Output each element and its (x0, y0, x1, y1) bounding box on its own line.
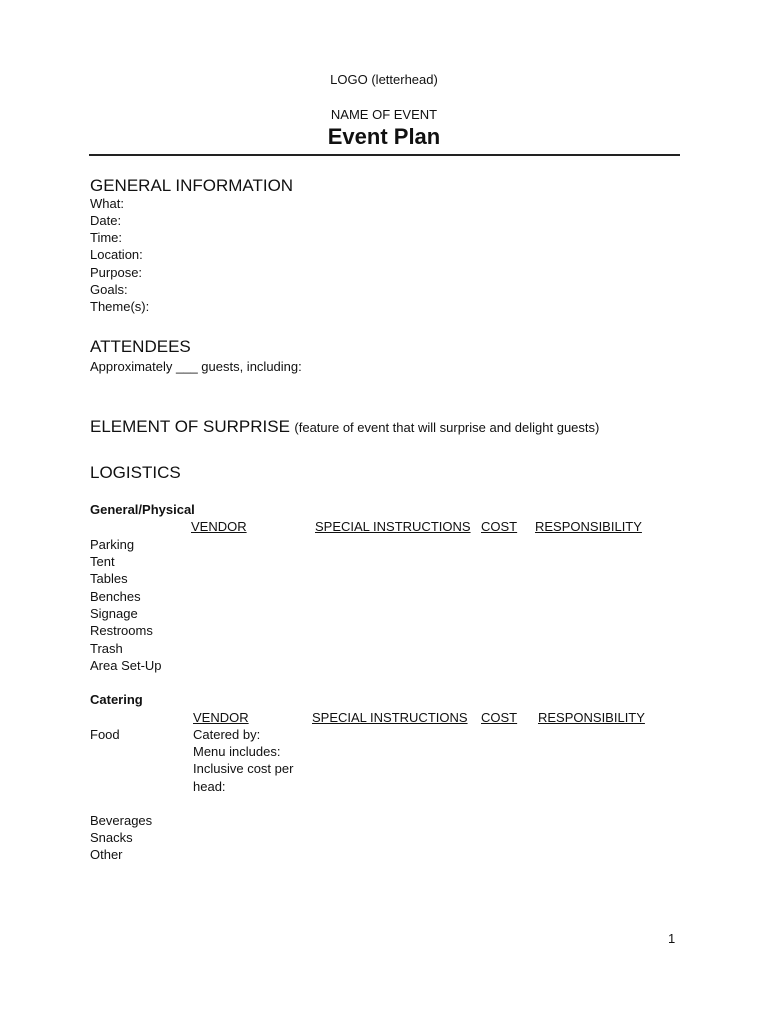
attendees-text: Approximately ___ guests, including: (90, 359, 302, 374)
field-location: Location: (90, 247, 143, 262)
list-item: Snacks (90, 830, 133, 845)
attendees-heading: ATTENDEES (90, 337, 191, 356)
event-name: NAME OF EVENT (330, 107, 438, 122)
list-item: Tent (90, 554, 115, 569)
field-purpose: Purpose: (90, 265, 143, 280)
catering-food-label: Food (90, 727, 120, 742)
catered-by-line: Catered by: (193, 727, 261, 742)
cat-col-responsibility: RESPONSIBILITY (538, 710, 645, 725)
cat-col-vendor: VENDOR (193, 710, 249, 725)
list-item: Parking (90, 537, 135, 552)
gp-col-cost: COST (481, 519, 518, 534)
list-item: Beverages (90, 813, 153, 828)
per-head-line: head: (193, 779, 226, 794)
list-item: Other (90, 847, 123, 862)
gp-col-special-instructions: SPECIAL INSTRUCTIONS (315, 519, 471, 534)
list-item: Benches (90, 589, 141, 604)
page-title: Event Plan (327, 124, 441, 149)
field-time: Time: (90, 230, 123, 245)
logistics-heading: LOGISTICS (90, 463, 181, 482)
catering-subheading: Catering (90, 692, 143, 707)
field-date: Date: (90, 213, 122, 228)
element-of-surprise-heading: ELEMENT OF SURPRISE (90, 417, 290, 436)
title-divider (89, 154, 680, 156)
list-item: Tables (90, 571, 128, 586)
list-item: Trash (90, 641, 123, 656)
general-information-heading: GENERAL INFORMATION (90, 176, 294, 195)
cat-col-cost: COST (481, 710, 518, 725)
menu-includes-line: Menu includes: (193, 744, 281, 759)
field-what: What: (90, 196, 124, 211)
field-themes: Theme(s): (90, 299, 150, 314)
inclusive-cost-line: Inclusive cost per (193, 761, 294, 776)
element-of-surprise (90, 417, 599, 437)
list-item: Area Set-Up (90, 658, 162, 673)
general-physical-subheading: General/Physical (90, 502, 195, 517)
logo-placeholder: LOGO (letterhead) (330, 72, 438, 87)
page-number: 1 (668, 931, 676, 946)
element-of-surprise-note: (feature of event that will surprise and delight guests) (294, 420, 600, 435)
list-item: Signage (90, 606, 138, 621)
gp-col-vendor: VENDOR (191, 519, 247, 534)
field-goals: Goals: (90, 282, 128, 297)
list-item: Restrooms (90, 623, 153, 638)
cat-col-special-instructions: SPECIAL INSTRUCTIONS (312, 710, 468, 725)
gp-col-responsibility: RESPONSIBILITY (535, 519, 642, 534)
